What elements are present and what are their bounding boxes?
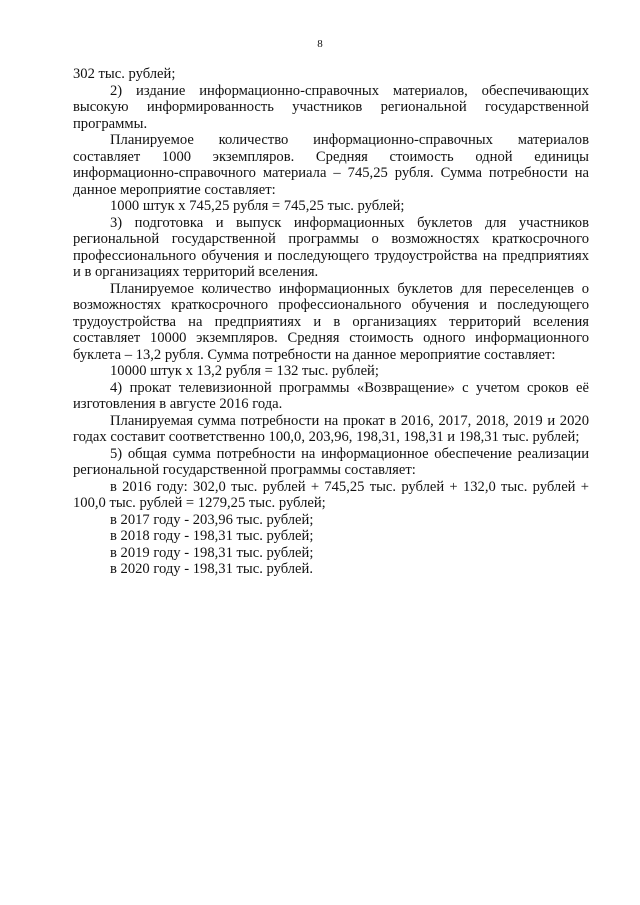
paragraph-booklets-quantity: Планируемое количество информационных буклетов для переселенцев о возможностях краткосрочного профессионального обучения и последующего трудоустройства на предприятиях и в организациях территорий вселения составляет 10000 экземпляров. Средняя стоимость одного информационного буклета – 13,2 рубля. Сумма потребности на данное мероприятие составляет: [73,280,589,363]
paragraph-total-2016: в 2016 году: 302,0 тыс. рублей + 745,25 тыс. рублей + 132,0 тыс. рублей + 100,0 тыс. рублей = 1279,25 тыс. рублей; [73,478,589,511]
paragraph-materials-calculation: 1000 штук х 745,25 рубля = 745,25 тыс. рублей; [110,198,405,214]
paragraph-total-2020: в 2020 году - 198,31 тыс. рублей. [110,561,313,577]
paragraph-booklets-calculation: 10000 штук х 13,2 рубля = 132 тыс. рублей; [110,363,379,379]
paragraph-item-2: 2) издание информационно-справочных материалов, обеспечивающих высокую информированность участников региональной государственной программы. [73,82,589,132]
paragraph-total-2019: в 2019 году - 198,31 тыс. рублей; [110,544,314,561]
paragraph-continuation: 302 тыс. рублей; [73,66,176,82]
paragraph-total-2017: в 2017 году - 203,96 тыс. рублей; [110,511,314,528]
paragraph-total-2018: в 2018 году - 198,31 тыс. рублей; [110,528,314,544]
document-body [73,66,589,578]
paragraph-item-4: 4) прокат телевизионной программы «Возвращение» с учетом сроков её изготовления в августе 2016 года. [73,379,589,412]
paragraph-item-5: 5) общая сумма потребности на информационное обеспечение реализации региональной государственной программы составляет: [73,445,589,478]
paragraph-broadcast-amounts: Планируемая сумма потребности на прокат в 2016, 2017, 2018, 2019 и 2020 годах составит соответственно 100,0, 203,96, 198,31, 198,31 и 198,31 тыс. рублей; [73,412,589,445]
paragraph-materials-quantity: Планируемое количество информационно-справочных материалов составляет 1000 экземпляров. Средняя стоимость одной единицы информационно-справочного материала – 745,25 рубля. Сумма потребности на данное мероприятие составляет: [73,132,589,198]
paragraph-item-3: 3) подготовка и выпуск информационных буклетов для участников региональной государственной программы о возможностях краткосрочного профессионального обучения и последующего трудоустройства на предприятиях и в организациях территорий вселения. [73,214,589,280]
page-number: 8 [317,38,323,50]
